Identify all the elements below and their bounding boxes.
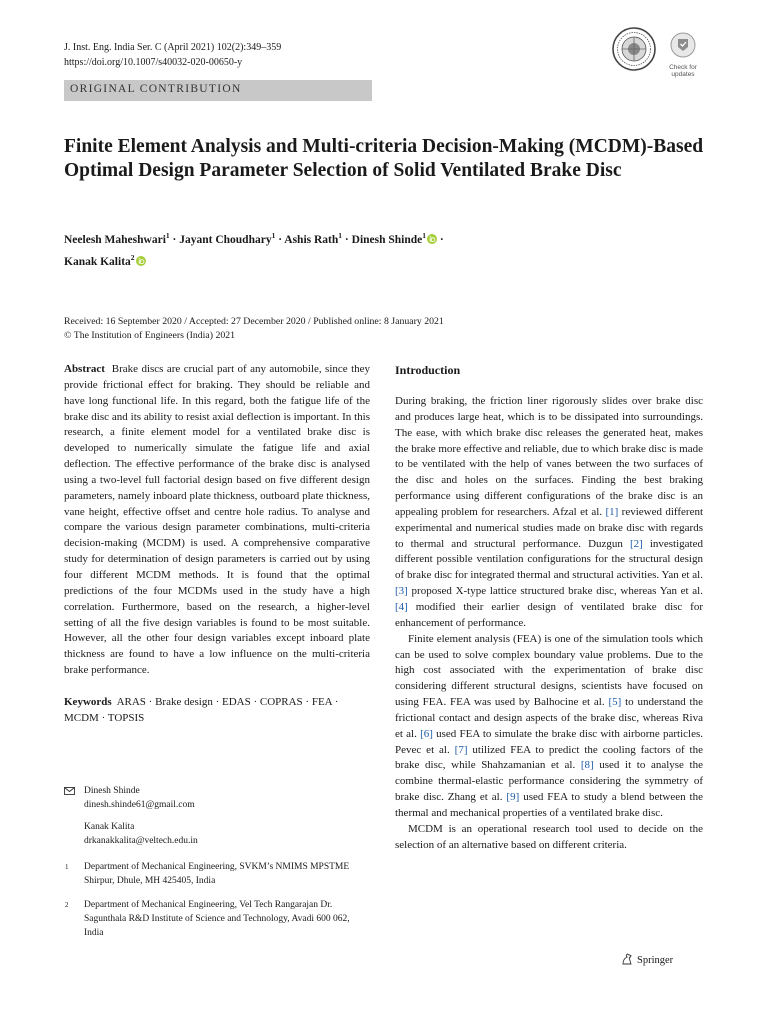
author-name[interactable]: Ashis Rath [284,233,339,246]
author-name[interactable]: Jayant Choudhary [179,233,272,246]
author-list: Neelesh Maheshwari$^1$ · Jayant Choudhary$^1$ · Ashis Rath$^1$ · Dinesh Shinde$^1$ · Kanak Kalita$^2$ [64,231,444,268]
orcid-icon[interactable] [427,234,437,244]
intro-paragraph-2 [395,632,703,822]
author-affiliation-mark: 1 [165,231,170,240]
author-affiliation-mark: 1 [271,231,276,240]
text-run: to understand the frictional contact and design aspects of the brake disc, whereas Riva et al. [395,696,703,740]
abstract-text: Brake discs are crucial part of any automobile, since they provide frictional effect for braking. They should be reliable and have long functional life. In this regard, both the fatigue life of the brake disc and its ability to resist axial deflection is important. In this research, a finite element model for a ventilated brake disc is developed to numerically simulate the fatigue life and axial deflection. The effective performance of the brake disc is analysed using a two-level full factorial design based on five different design parameters, namely inboard plate thickness, outboard plate thickness, vane height, effective offset and centre hole radius. To analyse and compare the various design parameter combinations, multi-criteria decision-making (MCDM) is used. A comprehensive comparative study for determination of design parameters is carried out by using four different MCDM methods. It is found that the optimal predictions of the four MCDMs used in the study have a high correlation. Furthermore, based on the research, a higher-level setting of all the five design variables is found to be most suitable. However, all the other four design variables except inboard plate thickness are found to have a low influence on the multi-criteria brake performance. [64,363,371,677]
citation-link[interactable]: [3] [395,585,408,598]
text-run: modified their earlier design of ventilated brake disc for enhancement of performance. [395,600,703,629]
affiliation-text: Department of Mechanical Engineering, Vel Tech Rangarajan Dr. Sagunthala R&D Institute of Science and Technology, Avadi 600 062, India [84,900,350,938]
citation-link[interactable]: [9] [506,791,520,804]
publisher-name: Springer [637,955,674,966]
text-run: used it to analyse the combine thermal-elastic performance considering the symmetry of brake disc. Zhang et al. [395,759,703,804]
publisher-logo [620,952,673,966]
citation-link[interactable]: [2] [629,537,643,550]
citation-link[interactable]: [5] [608,696,622,709]
contact-email[interactable]: drkanakkalita@veltech.edu.in [84,836,198,846]
contact-entry [64,820,370,848]
affiliation-text: Department of Mechanical Engineering, SVKM’s NMIMS MPSTME Shirpur, Dhule, MH 425405, India [84,862,350,886]
intro-paragraph-3: MCDM is an operational research tool used to decide on the selection of an alternative based on different criteria. [395,822,703,851]
affiliation-number: 2 [65,901,69,909]
dates-line: Received: 16 September 2020 / Accepted: 27 December 2020 / Published online: 8 January 2021 [64,316,444,327]
correspondence-block [64,784,370,940]
affiliation-number: 1 [65,863,69,871]
author-name[interactable]: Neelesh Maheshwari [64,233,166,246]
envelope-icon [64,787,75,795]
citation-link[interactable]: [8] [580,759,594,772]
text-run: utilized FEA to predict the cooling factors of the brake disc, while Shahzamanian et al. [395,743,703,772]
text-run: used FEA to simulate the brake disc with airborne particles. Pevec et al. [395,727,703,756]
keywords-text: ARAS · Brake design · EDAS · COPRAS · FEA · MCDM · TOPSIS [64,695,339,724]
keywords-block [64,695,370,727]
abstract-section [64,362,370,727]
author-affiliation-mark: 2 [130,252,135,262]
intro-paragraph-1 [395,394,703,632]
contact-email[interactable]: dinesh.shinde61@gmail.com [84,800,195,810]
check-updates-label-2: updates [671,71,695,78]
affiliation-entry [64,898,370,940]
author-name[interactable]: Dinesh Shinde [351,233,423,246]
article-type-label: ORIGINAL CONTRIBUTION [70,83,242,95]
text-run: investigated different possible ventilation configurations for the structural design of brake disc for integrated thermal and structural activities. Yan et al. [395,537,703,582]
keywords-label: Keywords [64,695,112,708]
text-run: proposed X-type lattice structured brake disc, whereas Yan et al. [407,585,703,598]
citation-link[interactable]: [1] [605,505,619,518]
check-updates-label-1: Check for [669,64,697,71]
journal-line: J. Inst. Eng. India Ser. C (April 2021) 102(2):349–359 [64,42,282,53]
author-affiliation-mark: 1 [338,231,343,240]
citation-link[interactable]: [6] [420,727,433,740]
contact-name: Dinesh Shinde [84,786,140,796]
citation-link[interactable]: [4] [395,600,408,613]
abstract-label: Abstract [64,363,105,375]
author-affiliation-mark: 1 [422,231,427,240]
check-for-updates-button[interactable] [663,32,703,78]
citation-link[interactable]: [7] [454,743,468,756]
text-run: used FEA to study a blend between the thermal and mechanical properties of a ventilated brake disc. [395,791,703,819]
springer-horse-icon [620,952,634,966]
journal-citation [64,40,281,70]
text-run: reviewed different experimental and numerical studies made on brake disc with regards to thermal and structural performance. Duzgun [395,505,704,550]
affiliation-entry [64,860,370,888]
text-run: Finite element analysis (FEA) is one of the simulation tools which can be used to solve complex boundary value problems. Due to the high cost associated with the experimentation of brake disc considering different structural designs, scientists have focused on using FEA. FEA was used by Balhocine et al. [395,632,703,709]
contact-entry [64,784,370,812]
introduction-heading: Introduction [395,363,461,377]
text-run: During braking, the friction liner rigorously slides over brake disc and produces large heat, which is to be dissipated into surroundings. The ease, with which brake disc releases the generated heat, makes the brake more effective and reliable, due to which brake disc is made to be ventilated with the help of vanes between the two surfaces of the disc and holes on the surfaces. Finding the best braking performance using different configurations of the brake disc is an appealing problem for researchers. Afzal et al. [395,395,703,518]
introduction-body [395,394,703,853]
author-name[interactable]: Kanak Kalita [64,255,131,268]
institution-seal-icon [611,26,657,72]
orcid-icon[interactable] [136,256,146,266]
article-type-banner [64,80,372,101]
paper-title: Finite Element Analysis and Multi-criteria Decision-Making (MCDM)-Based Optimal Design Parameter Selection of Solid Ventilated Brake Disc [64,136,704,181]
doi-link[interactable]: https://doi.org/10.1007/s40032-020-00650-y [64,57,243,68]
copyright-line: © The Institution of Engineers (India) 2021 [64,330,236,341]
publication-dates [64,315,704,343]
check-updates-icon [670,32,696,58]
contact-name: Kanak Kalita [84,822,135,832]
